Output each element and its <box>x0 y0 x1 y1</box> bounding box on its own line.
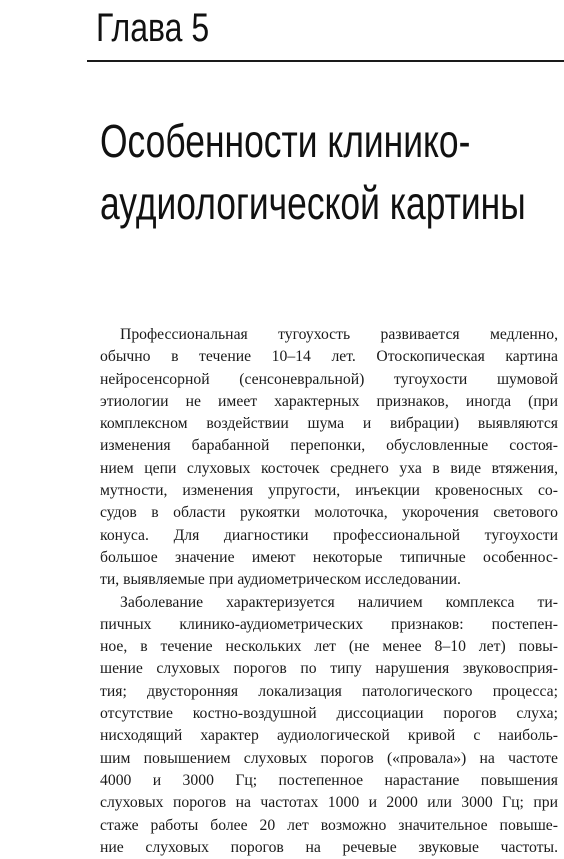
text-line: большое значение имеют некоторые типичные особеннос- <box>100 548 558 566</box>
text-line: изменения барабанной перепонки, обусловленные состоя- <box>100 437 558 455</box>
chapter-title-line: аудиологической картины <box>100 177 526 229</box>
text-line: нисходящий характер аудиологической кривой с наиболь- <box>100 727 558 745</box>
text-line: судов в области рукоятки молоточка, укорочения светового <box>100 504 558 522</box>
text-line: тия; двусторонняя локализация патологического процесса; <box>100 682 558 700</box>
text-line: стаже работы более 20 лет возможно значительное повыше- <box>100 816 558 834</box>
paragraph <box>100 592 558 859</box>
chapter-label: Глава 5 <box>96 6 210 50</box>
text-line: ние слуховых порогов на речевые звуковые частоты. <box>100 838 558 856</box>
text-line: Профессиональная тугоухость развивается медленно, <box>120 326 558 343</box>
text-line: отсутствие костно-воздушной диссоциации порогов слуха; <box>100 705 558 723</box>
paragraph <box>100 324 558 592</box>
text-line: обычно в течение 10–14 лет. Отоскопическая картина <box>100 348 558 366</box>
text-line: нием цепи слуховых косточек среднего уха в виде втяжения, <box>100 459 558 477</box>
text-line: мутности, изменения упругости, инъекции кровеносных со- <box>100 482 558 500</box>
text-line: шение слуховых порогов по типу нарушения звуковосприя- <box>100 660 558 678</box>
text-line: 4000 и 3000 Гц; постепенное нарастание повышения <box>100 771 558 789</box>
chapter-title <box>100 110 526 234</box>
text-line: конуса. Для диагностики профессиональной тугоухости <box>100 526 558 544</box>
text-line: ти, выявляемые при аудиометрическом исследовании. <box>100 571 461 589</box>
text-line: шим повышением слуховых порогов («провала») на частоте <box>100 749 558 767</box>
text-line: Заболевание характеризуется наличием комплекса ти- <box>120 593 558 611</box>
chapter-divider <box>87 60 564 62</box>
text-line: нейросенсорной (сенсоневральной) тугоухости шумовой <box>100 370 558 388</box>
text-line: ное, в течение нескольких лет (не менее 8–10 лет) повы- <box>100 638 558 656</box>
text-line: комплексном воздействии шума и вибрации) выявляются <box>100 415 558 433</box>
body-text <box>100 324 558 859</box>
text-line: этиологии не имеет характерных признаков, иногда (при <box>100 392 558 410</box>
chapter-title-line: Особенности клинико- <box>100 115 471 167</box>
text-line: пичных клинико-аудиометрических признаков: постепен- <box>100 615 558 633</box>
text-line: слуховых порогов на частотах 1000 и 2000 или 3000 Гц; при <box>100 794 558 812</box>
